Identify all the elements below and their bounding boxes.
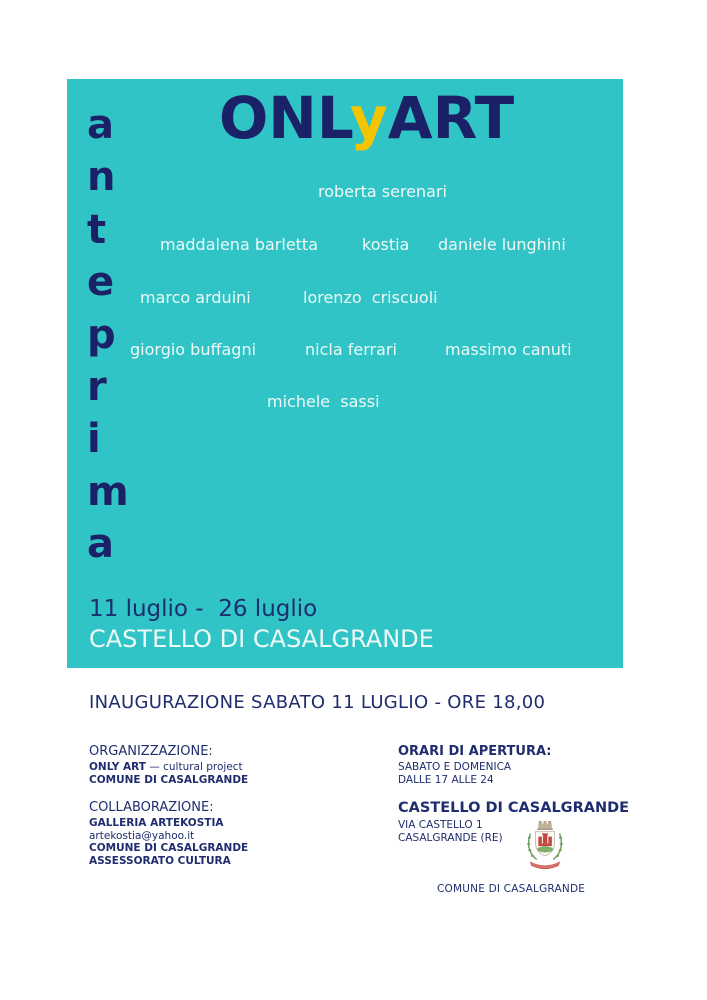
poster-panel [67,79,623,668]
venue-street: VIA CASTELLO 1 [398,819,483,831]
artist-name: giorgio buffagni [130,340,257,359]
venue-city: CASALGRANDE (RE) [398,831,503,844]
emblem-caption: COMUNE DI CASALGRANDE [437,883,586,895]
municipal-coat-of-arms-icon [521,820,569,872]
vertical-letter: i [87,416,101,463]
title-part-y: y [349,84,388,152]
poster-title [219,84,515,152]
artist-name: maddalena barletta [160,235,319,254]
artist-name: daniele lunghini [438,235,566,254]
organization-column [89,744,379,867]
venue-heading: CASTELLO DI CASALGRANDE [398,800,630,816]
emblem-ribbon [530,862,559,869]
opening-hours-heading: ORARI DI APERTURA: [398,744,552,759]
collaboration-heading: COLLABORAZIONE: [89,800,214,815]
artist-name: lorenzo criscuoli [303,288,438,307]
artist-name: marco arduini [140,288,251,307]
organization-project-line [89,761,379,774]
artist-name: roberta serenari [318,182,447,201]
spacer [89,786,379,800]
vertical-letter: a [87,521,114,568]
date-range: 11 luglio - 26 luglio [89,596,318,622]
artist-name: nicla ferrari [305,340,397,359]
opening-hours-days: SABATO E DOMENICA [398,761,512,773]
emblem-crown [537,821,553,830]
collaboration-email: artekostia@yahoo.it [89,829,195,842]
artist-name: massimo canuti [445,340,572,359]
organization-heading: ORGANIZZAZIONE: [89,744,213,759]
emblem-mount [538,846,553,852]
artist-name: kostia [362,235,410,254]
collaboration-gallery-line: GALLERIA ARTEKOSTIA [89,817,224,829]
venue-name: CASTELLO DI CASALGRANDE [89,625,434,653]
organization-comune-line: COMUNE DI CASALGRANDE [89,773,249,786]
inauguration-line: INAUGURAZIONE SABATO 11 LUGLIO - ORE 18,00 [89,692,546,713]
vertical-letter: r [87,363,107,410]
vertical-letter: p [87,311,116,358]
vertical-letter: n [87,154,116,201]
opening-hours-times: DALLE 17 ALLE 24 [398,773,494,786]
title-part-art: ART [387,84,515,152]
organization-project-bold: ONLY ART [89,761,146,773]
title-part-onl: ONL [219,84,350,152]
vertical-word-anteprima [87,99,129,571]
vertical-letter: t [87,206,107,253]
collaboration-comune-line: COMUNE DI CASALGRANDE [89,842,249,854]
spacer [398,786,658,800]
vertical-letter: a [87,102,114,148]
collaboration-assessorato-line: ASSESSORATO CULTURA [89,854,231,867]
artist-name: michele sassi [267,392,380,411]
vertical-letter: m [87,468,129,515]
organization-project-rest: — cultural project [145,761,243,773]
vertical-letter: e [87,259,115,306]
exhibition-dates-block [89,594,434,654]
